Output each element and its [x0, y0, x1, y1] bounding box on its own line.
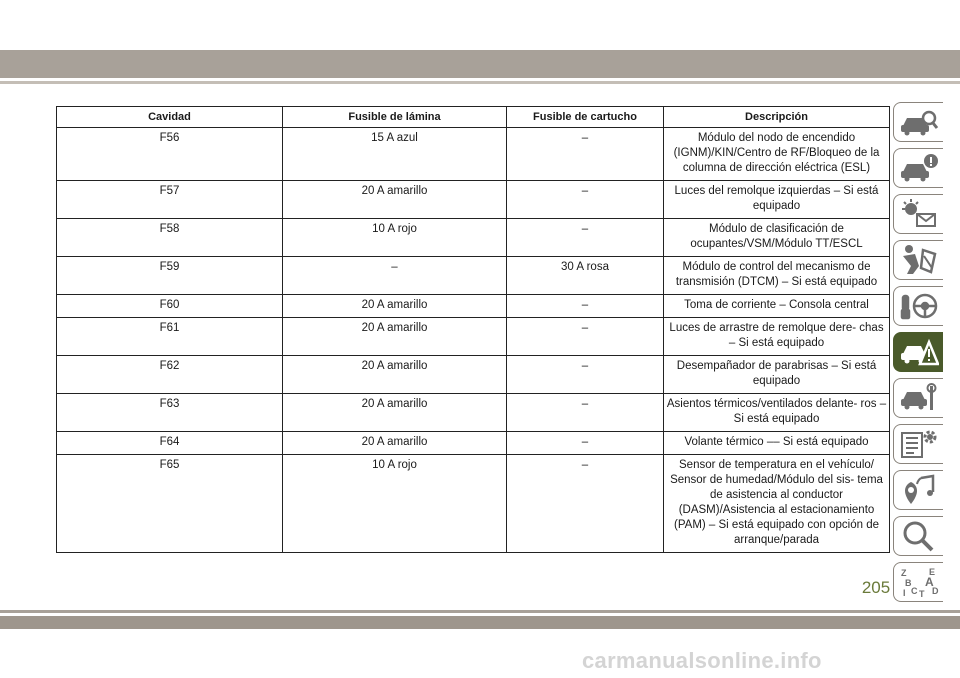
- fuse-table: [56, 106, 890, 553]
- cell-cavity: F57: [57, 181, 283, 219]
- index-letter: I: [902, 588, 906, 598]
- cell-blade-fuse: 20 A amarillo: [283, 394, 507, 432]
- table-row: [57, 356, 890, 394]
- header-rule: [0, 81, 960, 84]
- table-row: [57, 394, 890, 432]
- tab-specifications[interactable]: [893, 424, 943, 464]
- table-row: [57, 128, 890, 181]
- cell-cavity: F64: [57, 432, 283, 455]
- index-letter: E: [928, 567, 935, 577]
- specifications-gear-icon: [899, 428, 939, 460]
- chapter-tabs: [893, 102, 945, 608]
- cell-cavity: F62: [57, 356, 283, 394]
- cell-cavity: F61: [57, 318, 283, 356]
- table-row: [57, 257, 890, 295]
- cell-blade-fuse: 20 A amarillo: [283, 318, 507, 356]
- tab-search[interactable]: [893, 516, 943, 556]
- cell-cartridge-fuse: –: [507, 394, 664, 432]
- cell-cavity: F65: [57, 455, 283, 553]
- footer-rule: [0, 610, 960, 613]
- cell-description: Volante térmico –– Si está equipado: [664, 432, 890, 455]
- cell-description: Asientos térmicos/ventilados delante- ros – Si está equipado: [664, 394, 890, 432]
- cell-blade-fuse: –: [283, 257, 507, 295]
- table-row: [57, 181, 890, 219]
- cell-description: Luces de arrastre de remolque dere- chas – Si está equipado: [664, 318, 890, 356]
- watermark: carmanualsonline.info: [582, 648, 822, 673]
- cell-cavity: F63: [57, 394, 283, 432]
- car-info-icon: [899, 152, 939, 184]
- table-row: [57, 295, 890, 318]
- cell-cavity: F59: [57, 257, 283, 295]
- magnifier-icon: [899, 520, 939, 552]
- cell-cavity: F56: [57, 128, 283, 181]
- cell-blade-fuse: 20 A amarillo: [283, 181, 507, 219]
- index-letter: A: [924, 575, 934, 589]
- tab-servicing[interactable]: [893, 378, 943, 418]
- tab-emergency[interactable]: [893, 332, 943, 372]
- cell-cartridge-fuse: –: [507, 318, 664, 356]
- tab-car-info[interactable]: [893, 148, 943, 188]
- header-band: [0, 50, 960, 78]
- alphabetical-index-icon: [899, 566, 939, 598]
- table-row: [57, 318, 890, 356]
- column-header-description: Descripción: [664, 107, 890, 128]
- cell-cavity: F58: [57, 219, 283, 257]
- car-hazard-icon: [899, 336, 939, 368]
- column-header-cartridge-fuse: Fusible de cartucho: [507, 107, 664, 128]
- multimedia-icon: [899, 474, 939, 506]
- cell-cartridge-fuse: –: [507, 432, 664, 455]
- page-number: 205: [861, 578, 891, 597]
- cell-blade-fuse: 20 A amarillo: [283, 356, 507, 394]
- airbag-seatbelt-icon: [899, 244, 939, 276]
- table-row: [57, 219, 890, 257]
- cell-description: Luces del remolque izquierdas – Si está equipado: [664, 181, 890, 219]
- cell-description: Módulo del nodo de encendido (IGNM)/KIN/Centro de RF/Bloqueo de la columna de dirección eléctrica (ESL): [664, 128, 890, 181]
- cell-cartridge-fuse: –: [507, 128, 664, 181]
- index-letter: C: [910, 586, 917, 596]
- tab-warning-lights[interactable]: [893, 194, 943, 234]
- column-header-cavity: Cavidad: [57, 107, 283, 128]
- cell-blade-fuse: 20 A amarillo: [283, 295, 507, 318]
- footer-band: [0, 616, 960, 629]
- tab-safety[interactable]: [893, 240, 943, 280]
- cell-description: Módulo de clasificación de ocupantes/VSM/Módulo TT/ESCL: [664, 219, 890, 257]
- column-header-blade-fuse: Fusible de lámina: [283, 107, 507, 128]
- table-row: [57, 432, 890, 455]
- index-letter: D: [931, 586, 938, 596]
- index-letter: B: [904, 578, 911, 588]
- cell-cartridge-fuse: –: [507, 356, 664, 394]
- cell-cartridge-fuse: –: [507, 219, 664, 257]
- cell-blade-fuse: 20 A amarillo: [283, 432, 507, 455]
- cell-cavity: F60: [57, 295, 283, 318]
- cell-description: Sensor de temperatura en el vehículo/ Sensor de humedad/Módulo del sis- tema de asistencia al conductor (DASM)/Asistencia al estacionamiento (PAM) – Si está equipado con opción de arranque/parada: [664, 455, 890, 553]
- cell-description: Desempañador de parabrisas – Si está equipado: [664, 356, 890, 394]
- warning-light-message-icon: [899, 198, 939, 230]
- cell-description: Toma de corriente – Consola central: [664, 295, 890, 318]
- car-search-icon: [899, 106, 939, 138]
- tab-multimedia[interactable]: [893, 470, 943, 510]
- cell-cartridge-fuse: 30 A rosa: [507, 257, 664, 295]
- cell-cartridge-fuse: –: [507, 295, 664, 318]
- cell-blade-fuse: 10 A rojo: [283, 455, 507, 553]
- cell-blade-fuse: 10 A rojo: [283, 219, 507, 257]
- table-header-row: [57, 107, 890, 128]
- table-row: [57, 455, 890, 553]
- cell-cartridge-fuse: –: [507, 455, 664, 553]
- tab-car-search[interactable]: [893, 102, 943, 142]
- steering-wheel-key-icon: [899, 290, 939, 322]
- cell-cartridge-fuse: –: [507, 181, 664, 219]
- tab-starting-driving[interactable]: [893, 286, 943, 326]
- car-maintenance-icon: [899, 382, 939, 414]
- cell-blade-fuse: 15 A azul: [283, 128, 507, 181]
- index-letter: T: [918, 589, 924, 598]
- cell-description: Módulo de control del mecanismo de transmisión (DTCM) – Si está equipado: [664, 257, 890, 295]
- index-letter: Z: [900, 568, 906, 578]
- tab-index[interactable]: [893, 562, 943, 602]
